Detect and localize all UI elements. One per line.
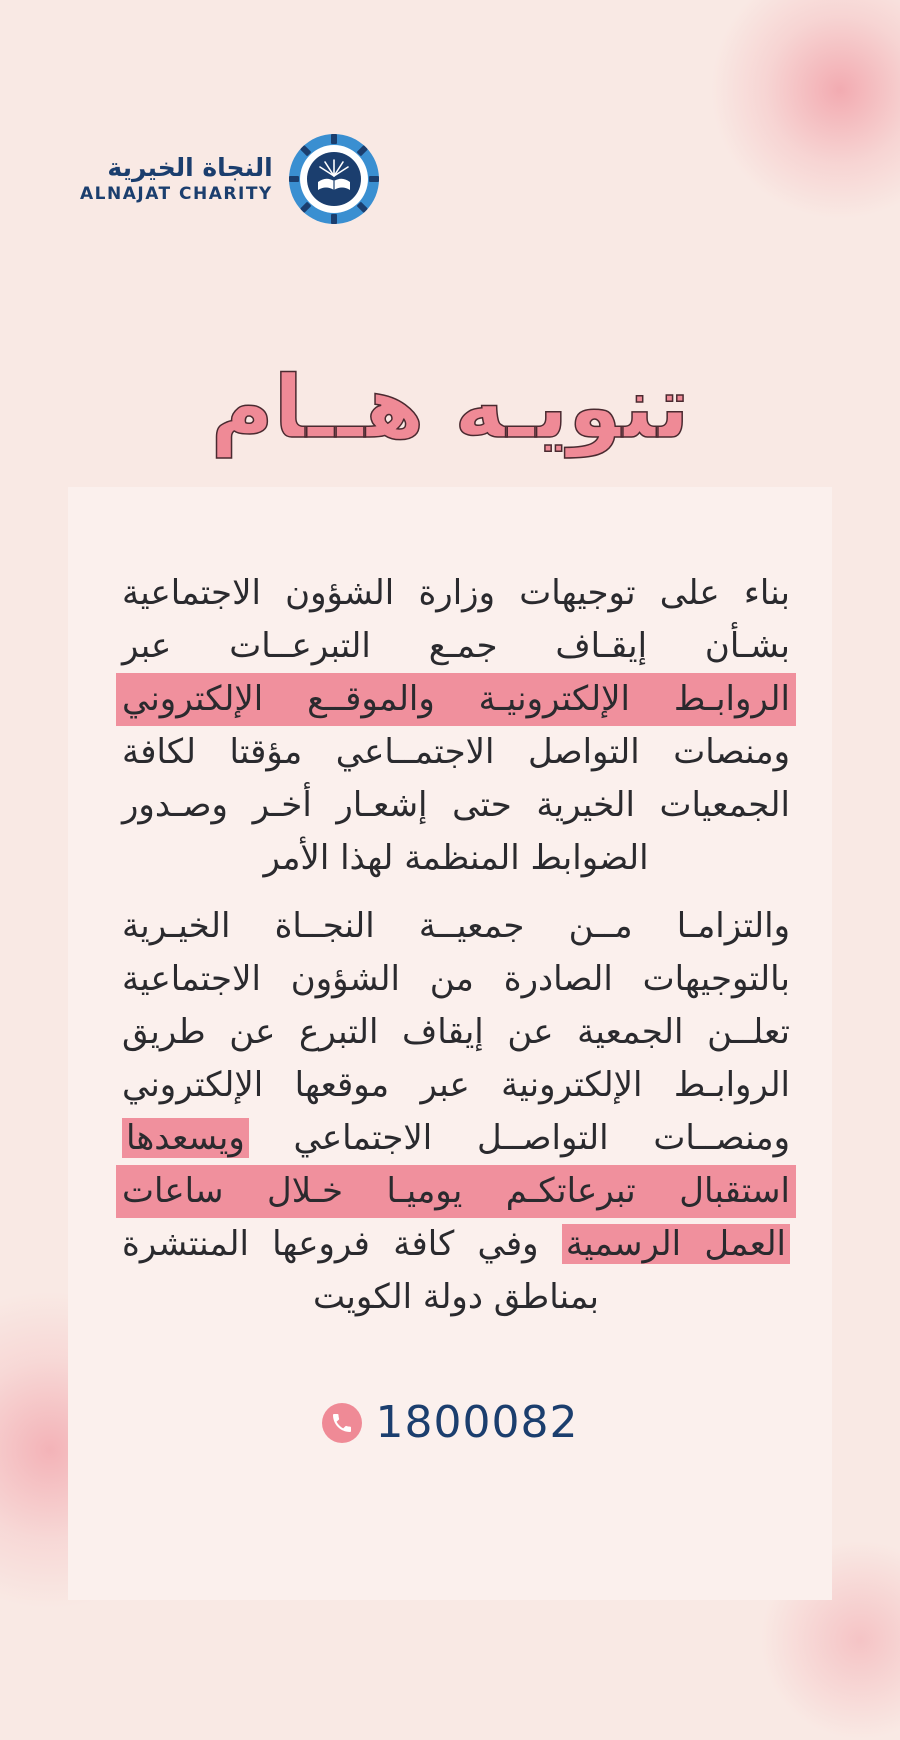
notice-line: ومنصات التواصل الاجتمــاعي مؤقتا لكافة xyxy=(122,732,790,772)
notice-line: الجمعيات الخيرية حتى إشعـار أخـر وصـدور xyxy=(122,785,790,825)
charity-emblem-icon xyxy=(287,132,381,226)
notice-line: بالتوجيهات الصادرة من الشؤون الاجتماعية xyxy=(122,959,790,999)
notice-paragraph-1 xyxy=(122,567,790,885)
notice-text: وفي كافة فروعها المنتشرة xyxy=(122,1224,539,1264)
page-title: تنويـه هــام xyxy=(210,358,690,458)
logo-name-english: ALNAJAT CHARITY xyxy=(80,184,273,204)
highlighted-line: الروابـط الإلكترونيـة والموقــع الإلكتروني xyxy=(116,673,796,726)
notice-line: الروابـط الإلكترونية عبر موقعها الإلكتروني xyxy=(122,1065,790,1105)
logo-text xyxy=(80,153,273,205)
notice-text: ومنصــات التواصــل الاجتماعي xyxy=(293,1118,790,1158)
highlighted-text: ويسعدها xyxy=(122,1118,249,1158)
notice-line: بشـأن إيقـاف جمـع التبرعــات عبر xyxy=(122,626,790,666)
notice-line xyxy=(122,1112,790,1165)
decorative-blur-top-right xyxy=(710,0,900,220)
phone-glyph xyxy=(330,1411,354,1435)
notice-paragraph-2 xyxy=(122,900,790,1324)
notice-line: تعلــن الجمعية عن إيقاف التبرع عن طريق xyxy=(122,1012,790,1052)
contact-phone[interactable] xyxy=(0,1397,900,1448)
charity-logo xyxy=(80,132,381,226)
phone-number[interactable]: 1800082 xyxy=(375,1397,579,1448)
phone-icon xyxy=(322,1403,362,1443)
notice-line: بمناطق دولة الكويت xyxy=(313,1277,599,1317)
notice-line: الضوابط المنظمة لهذا الأمر xyxy=(263,838,649,878)
notice-line xyxy=(122,1218,790,1271)
logo-name-arabic: النجاة الخيرية xyxy=(107,153,273,182)
notice-line: والتزامـا مــن جمعيــة النجــاة الخيـرية xyxy=(122,906,790,946)
highlighted-text: العمل الرسمية xyxy=(562,1224,790,1264)
highlighted-line: استقبال تبرعاتكـم يوميـا خـلال ساعات xyxy=(116,1165,796,1218)
notice-line: بناء على توجيهات وزارة الشؤون الاجتماعية xyxy=(122,573,790,613)
